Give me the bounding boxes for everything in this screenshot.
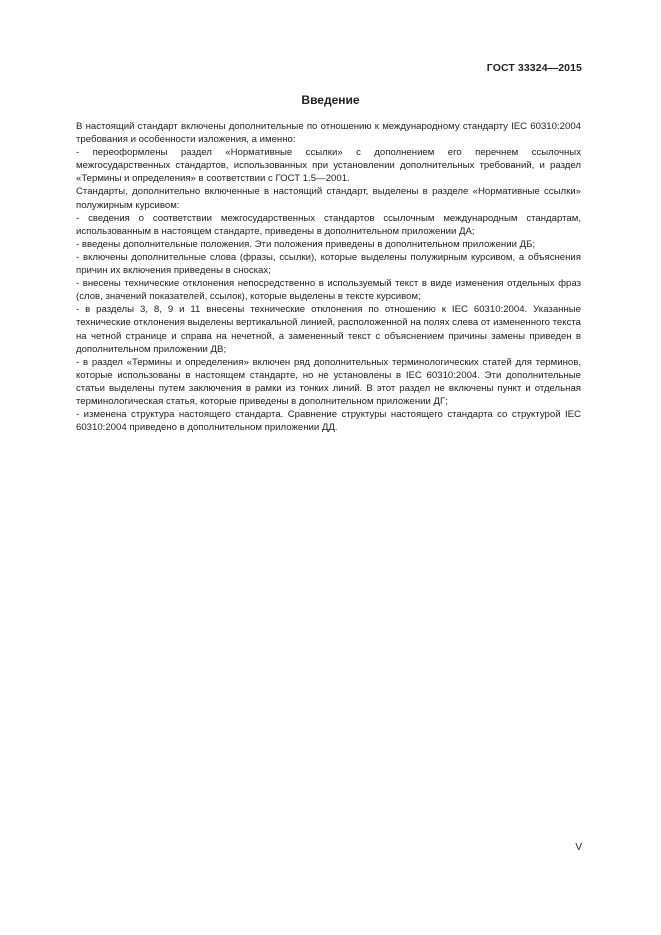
paragraph-intro: В настоящий стандарт включены дополнительные по отношению к международному стандарту IEC 60310:2004 требования и особенности изложения, а именно: xyxy=(76,121,581,146)
paragraph-item: - в раздел «Термины и определения» включен ряд дополнительных терминологических статей для терминов, которые использованы в настоящем стандарте, но не установлены в IEC 60310:2004. Эти дополнительные статьи выделены путем заключения в рамки из тонких линий. В этот раздел не включены пункт и отдельная терминологическая статья, которые приведены в дополнительном приложении ДГ; xyxy=(76,356,581,407)
document-id: ГОСТ 33324—2015 xyxy=(486,62,582,74)
paragraph-item: - переоформлены раздел «Нормативные ссылки» с дополнением его перечнем ссылочных межгосударственных стандартов, использованных при установлении дополнительных требований, и раздел «Термины и определения» в соответствии с ГОСТ 1.5—2001. xyxy=(76,147,581,185)
paragraph-item: - изменена структура настоящего стандарта. Сравнение структуры настоящего стандарта со структурой IEC 60310:2004 приведено в дополнительном приложении ДД. xyxy=(76,409,581,434)
body-text xyxy=(76,120,581,434)
paragraph-item: - введены дополнительные положения. Эти положения приведены в дополнительном приложении ДБ; xyxy=(76,238,536,250)
section-title: Введение xyxy=(301,93,360,107)
page-number: V xyxy=(575,842,582,853)
paragraph-item: - в разделы 3, 8, 9 и 11 внесены технические отклонения по отношению к IEC 60310:2004. Указанные технические отклонения выделены вертикальной линией, расположенной на полях слева от измененного текста на четной странице и справа на нечетной, а замененный текст с объяснением причины замены приведен в дополнительном приложении ДВ; xyxy=(76,304,581,355)
paragraph-item: - внесены технические отклонения непосредственно в используемый текст в виде изменения отдельных фраз (слов, значений показателей, ссылок), которые выделены в тексте курсивом; xyxy=(76,278,581,303)
paragraph-item: - включены дополнительные слова (фразы, ссылки), которые выделены полужирным курсивом, а объяснения причин их включения приведены в сносках; xyxy=(76,251,581,277)
paragraph-note: Стандарты, дополнительно включенные в настоящий стандарт, выделены в разделе «Нормативные ссылки» полужирным курсивом: xyxy=(76,186,581,211)
paragraph-item: - сведения о соответствии межгосударственных стандартов ссылочным международным стандартам, использованным в настоящем стандарте, приведены в дополнительном приложении ДА; xyxy=(76,212,581,237)
